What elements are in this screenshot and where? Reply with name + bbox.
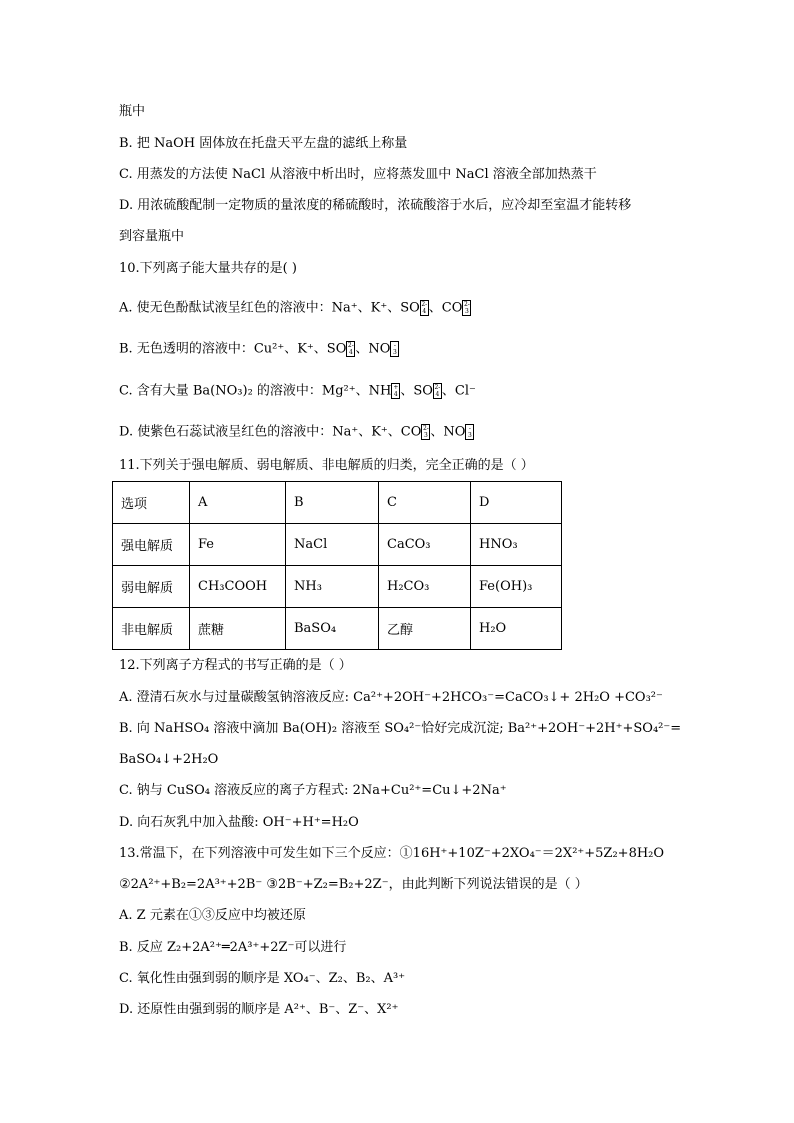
q13-option-a: A. Z 元素在①③反应中均被还原 [119, 908, 306, 923]
table-row [113, 608, 562, 650]
so4-charge-box: 2- 4 [347, 342, 354, 356]
table-cell: 弱电解质 [113, 566, 190, 608]
table-cell: BaSO₄ [286, 608, 379, 650]
q12-option-c: C. 钠与 CuSO₄ 溶液反应的离子方程式: 2Na+Cu²⁺=Cu↓+2Na⁺ [119, 783, 507, 798]
q11-stem: 11.下列关于强电解质、弱电解质、非电解质的归类，完全正确的是（ ） [119, 458, 534, 473]
option-c: C. 用蒸发的方法使 NaCl 从溶液中析出时，应将蒸发皿中 NaCl 溶液全部加热蒸干 [119, 167, 597, 182]
table-header-cell: C [379, 482, 471, 524]
co3-charge-box: 2- 3 [422, 425, 429, 439]
table-cell: NH₃ [286, 566, 379, 608]
q12-option-b: B. 向 NaHSO₄ 溶液中滴加 Ba(OH)₂ 溶液至 SO₄²⁻恰好完成沉淀; Ba²⁺+2OH⁻+2H⁺+SO₄²⁻= [119, 721, 682, 736]
so4-charge-box: 2- 4 [434, 384, 441, 398]
q10-c-text: C. 含有大量 Ba(NO₃)₂ 的溶液中：Mg²⁺、NH [119, 383, 392, 399]
table-cell: NaCl [286, 524, 379, 566]
q13-option-c: C. 氧化性由强到弱的顺序是 XO₄⁻、Z₂、B₂、A³⁺ [119, 971, 406, 986]
table-header-cell: B [286, 482, 379, 524]
so4-charge-box: 2- 4 [421, 301, 428, 315]
q12-option-a: A. 澄清石灰水与过量碳酸氢钠溶液反应: Ca²⁺+2OH⁻+2HCO₃⁻=CaCO₃↓+ 2H₂O +CO₃²⁻ [119, 690, 663, 705]
q10-c-text2: 、SO [400, 383, 433, 399]
q12-option-b-cont: BaSO₄↓+2H₂O [119, 752, 219, 767]
q13-option-b: B. 反应 Z₂+2A²⁺═2A³⁺+2Z⁻可以进行 [119, 940, 347, 955]
q10-stem: 10.下列离子能大量共存的是( ) [119, 261, 297, 276]
q13-stem-cont: ②2A²⁺+B₂=2A³⁺+2B⁻ ③2B⁻+Z₂=B₂+2Z⁻，由此判断下列说法错误的是（ ） [119, 877, 588, 892]
table-cell: H₂CO₃ [379, 566, 471, 608]
table-cell: 强电解质 [113, 524, 190, 566]
q13-option-d: D. 还原性由强到弱的顺序是 A²⁺、B⁻、Z⁻、X²⁺ [119, 1002, 399, 1017]
table-header-cell: D [471, 482, 562, 524]
text-line: 瓶中 [119, 104, 146, 119]
table-cell: Fe(OH)₃ [471, 566, 562, 608]
table-header-row [113, 482, 562, 524]
table-header-cell: 选项 [113, 482, 190, 524]
table-cell: Fe [190, 524, 286, 566]
q10-option-b [119, 341, 399, 358]
q10-d-text2: 、NO [430, 424, 466, 440]
q13-stem: 13.常温下，在下列溶液中可发生如下三个反应：①16H⁺+10Z⁻+2XO₄⁻＝2X²⁺+5Z₂+8H₂O [119, 846, 665, 861]
no3-charge-box: - 3 [390, 341, 399, 357]
q10-a-text2: 、CO [428, 300, 463, 316]
no3-charge-box: - 3 [465, 424, 474, 440]
option-d: D. 用浓硫酸配制一定物质的量浓度的稀硫酸时，浓硫酸溶于水后，应冷却至室温才能转移 [119, 198, 632, 213]
q10-option-c [119, 383, 476, 400]
table-cell: CH₃COOH [190, 566, 286, 608]
table-cell: HNO₃ [471, 524, 562, 566]
table-row [113, 566, 562, 608]
nh4-charge-box: + 4 [393, 384, 399, 398]
q10-b-text: B. 无色透明的溶液中：Cu²⁺、K⁺、SO [119, 341, 347, 357]
q12-option-d: D. 向石灰乳中加入盐酸: OH⁻+H⁺=H₂O [119, 815, 359, 830]
q10-b-text2: 、NO [355, 341, 391, 357]
table-cell: CaCO₃ [379, 524, 471, 566]
table-cell: H₂O [471, 608, 562, 650]
q10-option-a [119, 300, 471, 317]
table-header-cell: A [190, 482, 286, 524]
electrolyte-table [112, 481, 562, 650]
option-b: B. 把 NaOH 固体放在托盘天平左盘的滤纸上称量 [119, 136, 408, 151]
table-row [113, 524, 562, 566]
text-line: 到容量瓶中 [119, 229, 185, 244]
table-cell: 乙醇 [379, 608, 471, 650]
table-cell: 蔗糖 [190, 608, 286, 650]
q12-stem: 12.下列离子方程式的书写正确的是（ ） [119, 658, 352, 673]
q10-a-text: A. 使无色酚酞试液呈红色的溶液中：Na⁺、K⁺、SO [119, 300, 420, 316]
q10-c-text3: 、Cl⁻ [441, 383, 476, 399]
co3-charge-box: 2- 3 [463, 301, 470, 315]
q10-d-text: D. 使紫色石蕊试液呈红色的溶液中：Na⁺、K⁺、CO [119, 424, 422, 440]
table-cell: 非电解质 [113, 608, 190, 650]
q10-option-d [119, 424, 474, 441]
